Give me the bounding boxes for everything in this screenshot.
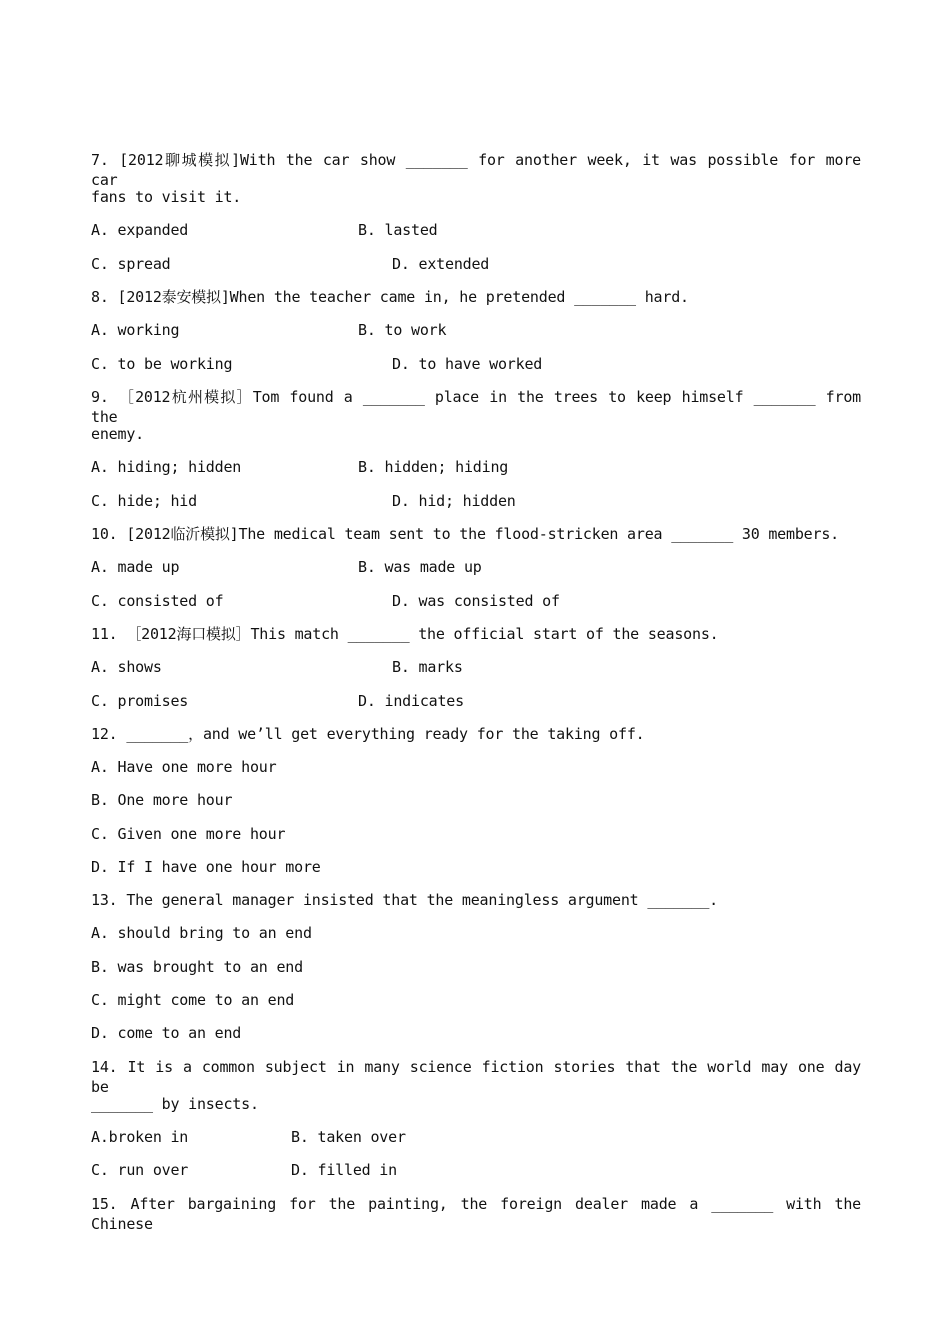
- question-8-option-c: C. to be working: [91, 355, 233, 373]
- question-13-option-d: D. come to an end: [91, 1024, 242, 1042]
- question-12-option-b: B. One more hour: [91, 791, 233, 809]
- question-11-option-c: C. promises: [91, 692, 189, 710]
- question-13-option-c: C. might come to an end: [91, 991, 295, 1009]
- question-10-option-a: A. made up: [91, 558, 180, 576]
- question-7-option-d: D. extended: [392, 255, 490, 273]
- question-12-option-c: C. Given one more hour: [91, 825, 286, 843]
- question-8-option-b: B. to work: [358, 321, 447, 339]
- question-9-option-c: C. hide; hid: [91, 492, 197, 510]
- question-12-stem: 12. _______，and we’ll get everything ready for the taking off.: [91, 725, 645, 743]
- question-14-option-a: A.broken in: [91, 1128, 189, 1146]
- question-10-stem: 10. [2012临沂模拟]The medical team sent to the flood-stricken area _______ 30 members.: [91, 525, 840, 543]
- question-12-option-a: A. Have one more hour: [91, 758, 277, 776]
- question-8-option-d: D. to have worked: [392, 355, 543, 373]
- question-9-stem-line1: 9. ［2012杭州模拟］Tom found a _______ place in the trees to keep himself _______ from the: [91, 388, 861, 426]
- question-10-option-c: C. consisted of: [91, 592, 224, 610]
- question-14-option-d: D. filled in: [291, 1161, 397, 1179]
- question-9-option-a: A. hiding; hidden: [91, 458, 242, 476]
- question-11-option-d: D. indicates: [358, 692, 464, 710]
- question-10-option-b: B. was made up: [358, 558, 482, 576]
- question-10-option-d: D. was consisted of: [392, 592, 560, 610]
- question-7-option-a: A. expanded: [91, 221, 189, 239]
- question-13-option-a: A. should bring to an end: [91, 924, 312, 942]
- question-14-option-b: B. taken over: [291, 1128, 406, 1146]
- question-9-option-d: D. hid; hidden: [392, 492, 516, 510]
- question-13-option-b: B. was brought to an end: [91, 958, 303, 976]
- question-12-option-d: D. If I have one hour more: [91, 858, 321, 876]
- question-11-option-a: A. shows: [91, 658, 162, 676]
- question-7-stem-line2: fans to visit it.: [91, 188, 242, 206]
- question-14-stem-line1: 14. It is a common subject in many science fiction stories that the world may one day be: [91, 1058, 861, 1096]
- question-11-stem: 11. ［2012海口模拟］This match _______ the official start of the seasons.: [91, 625, 719, 643]
- question-7-stem-line1: 7. [2012聊城模拟]With the car show _______ for another week, it was possible for more car: [91, 151, 861, 189]
- question-11-option-b: B. marks: [392, 658, 463, 676]
- question-9-option-b: B. hidden; hiding: [358, 458, 509, 476]
- question-8-stem: 8. [2012泰安模拟]When the teacher came in, he pretended _______ hard.: [91, 288, 689, 306]
- question-15-stem-line1: 15. After bargaining for the painting, the foreign dealer made a _______ with the Chinese: [91, 1195, 861, 1233]
- question-14-option-c: C. run over: [91, 1161, 189, 1179]
- question-13-stem: 13. The general manager insisted that the meaningless argument _______.: [91, 891, 718, 909]
- question-9-stem-line2: enemy.: [91, 425, 144, 443]
- question-7-option-b: B. lasted: [358, 221, 438, 239]
- question-7-option-c: C. spread: [91, 255, 171, 273]
- question-8-option-a: A. working: [91, 321, 180, 339]
- question-14-stem-line2: _______ by insects.: [91, 1095, 259, 1113]
